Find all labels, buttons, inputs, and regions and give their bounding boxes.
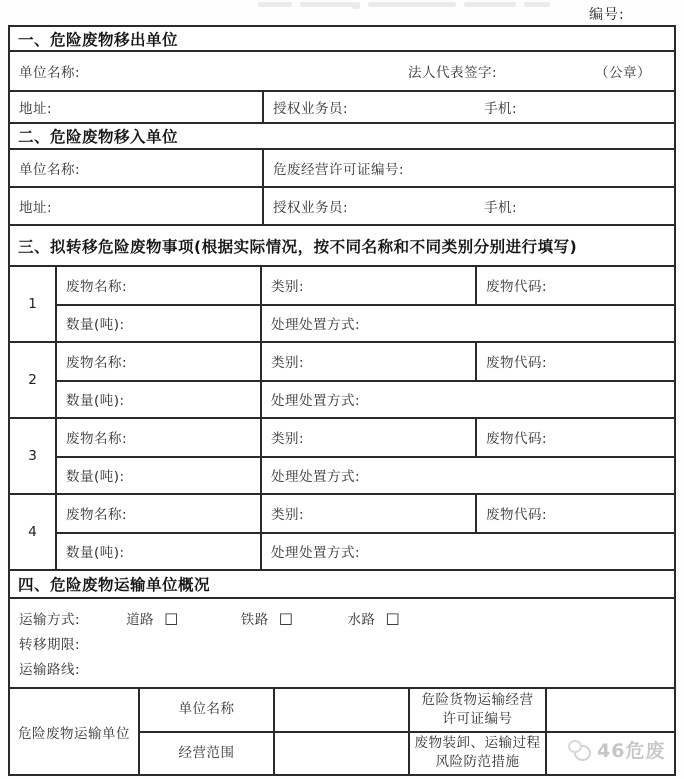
waste-code-label: 废物代码: [475,495,674,532]
waste-row-number: 3 [10,419,57,493]
waste-name-label: 废物名称: [66,431,128,448]
seal-label: （公章） [595,65,651,81]
section-transport-title: 四、危险废物运输单位概况 [10,569,674,597]
water-mode-label: 水路 [347,612,376,628]
waste-disposal-label: 处理处置方式: [260,534,674,569]
section-waste-title: 三、拟转移危险废物事项(根据实际情况，按不同名称和不同类别分别进行填写) [10,224,674,265]
waste-row [10,341,674,417]
waste-name-label: 废物名称: [66,279,128,296]
license-number-label: 危废经营许可证编号: [262,150,674,186]
waste-category-label: 类别: [260,267,475,304]
waste-name-label: 废物名称: [66,355,128,372]
out-company-row [10,50,674,90]
waste-category-label: 类别: [260,343,475,380]
legal-rep-label: 法人代表签字: [408,65,498,81]
in-address-row [10,186,674,224]
section-in-title: 二、危险废物移入单位 [10,122,674,148]
watermark-logo-icon [568,740,590,760]
unit-name-value-cell [273,689,408,731]
transport-license-value-cell [545,689,674,731]
waste-disposal-label: 处理处置方式: [260,306,674,341]
risk-measures-label: 废物装卸、运输过程 风险防范措施 [408,733,545,775]
waste-row [10,493,674,569]
waste-row-number: 4 [10,495,57,569]
waste-code-label: 废物代码: [475,343,674,380]
waste-row [10,417,674,493]
transport-license-label: 危险货物运输经营 许可证编号 [408,689,545,731]
section-out-title: 一、危险废物移出单位 [18,30,179,49]
in-company-row [10,148,674,186]
transport-unit-label: 危险废物运输单位 [18,725,130,742]
rail-checkbox[interactable]: □ [278,608,294,627]
address-label: 地址: [19,101,53,117]
agent-label: 授权业务员: [273,101,349,117]
waste-qty-label: 数量(吨): [66,393,125,410]
address-label: 地址: [19,200,53,216]
unit-name-label: 单位名称 [138,689,273,731]
waste-row-number: 2 [10,343,57,417]
rail-mode-label: 铁路 [240,612,269,628]
waste-code-label: 废物代码: [475,419,674,456]
company-name-label: 单位名称: [19,162,81,178]
transport-info-row [10,597,674,687]
watermark [568,736,665,763]
road-checkbox[interactable]: □ [164,608,179,627]
business-scope-value-cell [273,733,408,775]
company-name-label: 单位名称: [19,65,81,81]
agent-label: 授权业务员: [273,200,349,216]
waste-code-label: 废物代码: [475,267,674,304]
waste-row [10,265,674,341]
waste-qty-label: 数量(吨): [66,317,125,334]
waste-disposal-label: 处理处置方式: [260,382,674,417]
transfer-period-label: 转移期限: [19,637,81,653]
transport-mode-label: 运输方式: [19,612,81,628]
transport-route-label: 运输路线: [19,662,81,678]
waste-disposal-label: 处理处置方式: [260,458,674,493]
phone-label: 手机: [484,101,518,117]
form-number-label: 编号: [589,7,625,23]
road-mode-label: 道路 [126,612,155,628]
waste-category-label: 类别: [260,495,475,532]
waste-name-label: 废物名称: [66,507,128,524]
transfer-form-table [8,25,676,776]
waste-category-label: 类别: [260,419,475,456]
waste-qty-label: 数量(吨): [66,469,125,486]
phone-label: 手机: [484,200,518,216]
out-address-row [10,90,674,122]
waste-row-number: 1 [10,267,57,341]
transport-unit-name-row [138,689,674,731]
watermark-text: 46危废 [597,740,666,762]
water-checkbox[interactable]: □ [385,608,401,627]
waste-qty-label: 数量(吨): [66,545,125,562]
business-scope-label: 经营范围 [138,733,273,775]
